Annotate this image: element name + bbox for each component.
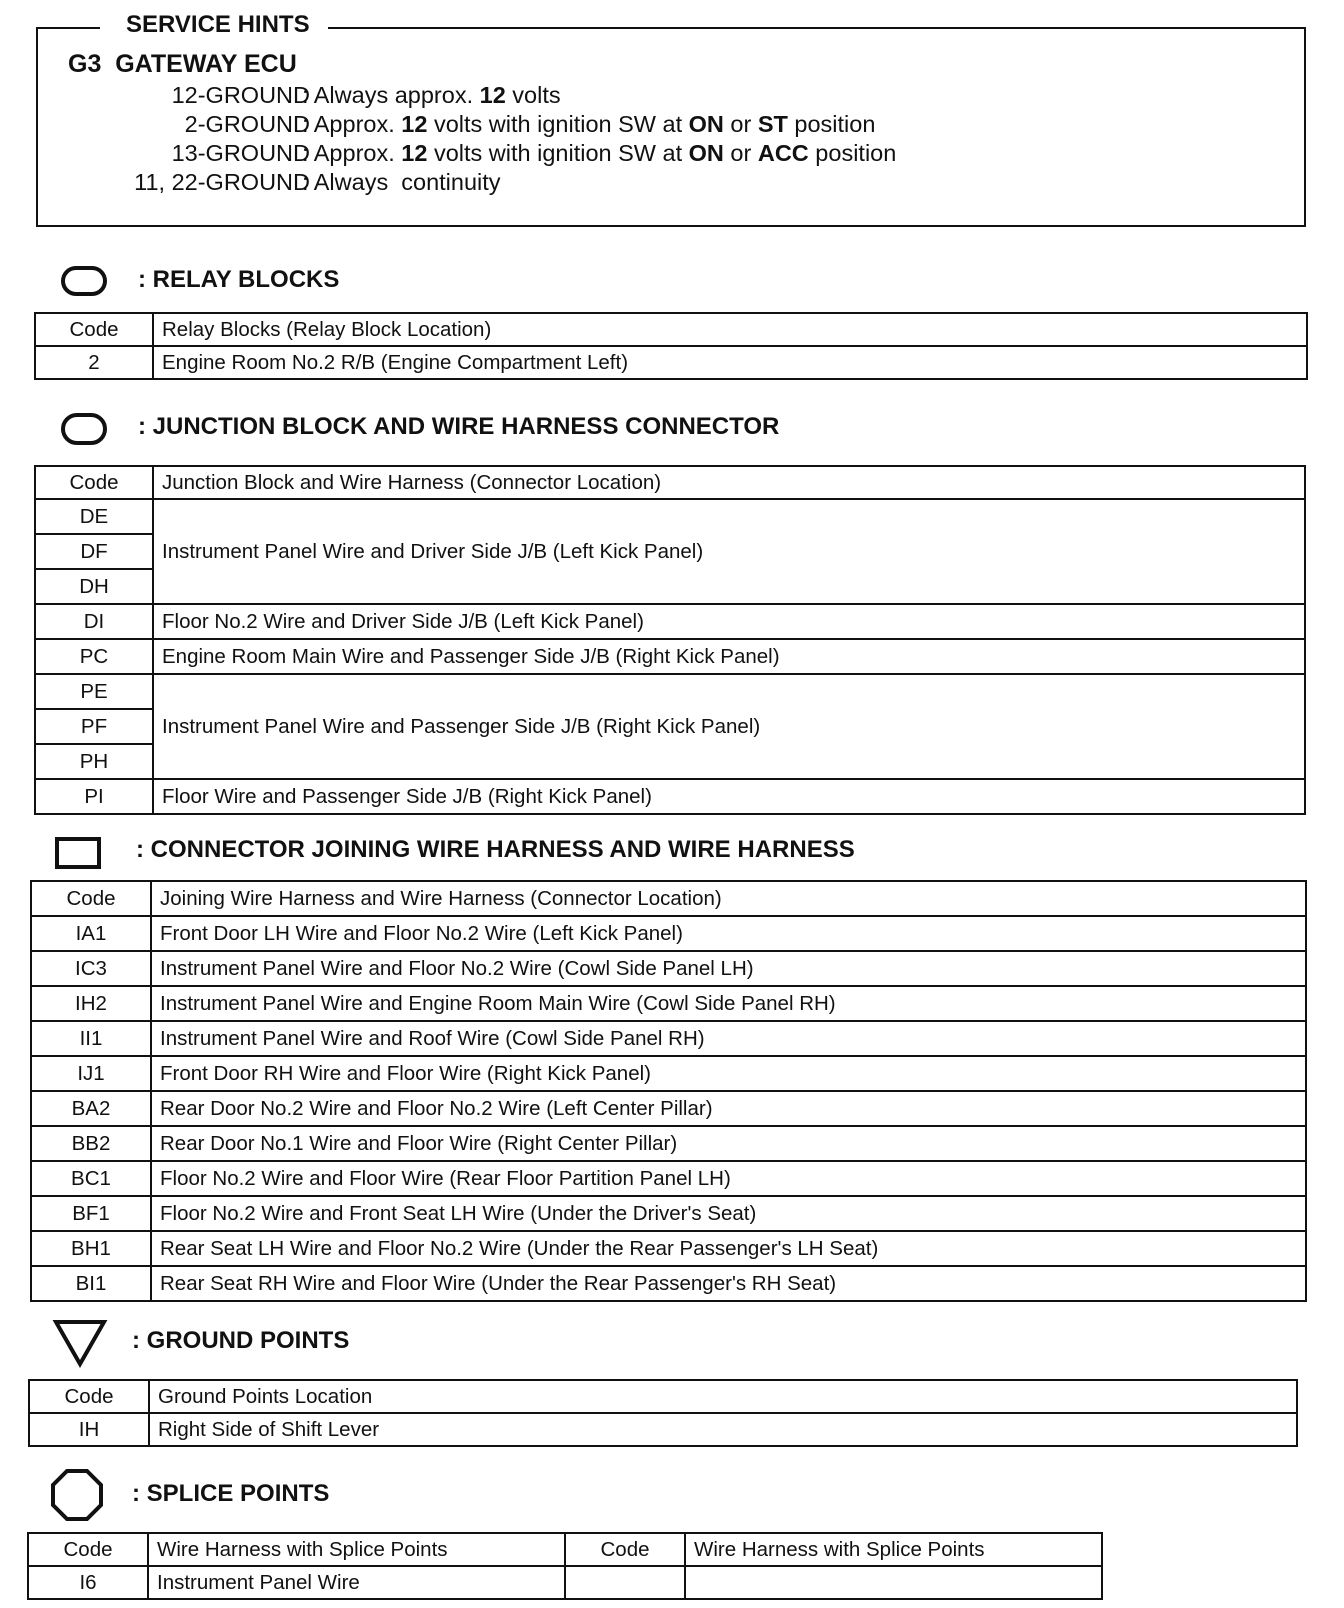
row-desc (685, 1566, 1102, 1599)
table-header-row (29, 1380, 1297, 1413)
service-hint-text: or (723, 111, 758, 137)
table-header-row (35, 313, 1307, 346)
service-hint-text: : Always approx. (302, 82, 480, 108)
row-code: 2 (35, 346, 153, 379)
row-desc: Floor No.2 Wire and Driver Side J/B (Left Kick Panel) (153, 604, 1305, 639)
header-desc: Ground Points Location (149, 1380, 1297, 1413)
table-row (31, 1126, 1306, 1161)
service-hint-text: volts with ignition SW at (427, 140, 689, 166)
row-code: PC (35, 639, 153, 674)
row-code: DH (35, 569, 153, 604)
ground-points-table (28, 1379, 1298, 1447)
table-row (31, 986, 1306, 1021)
row-desc: Instrument Panel Wire (148, 1566, 565, 1599)
header-desc: Joining Wire Harness and Wire Harness (Connector Location) (151, 881, 1306, 916)
row-desc: Right Side of Shift Lever (149, 1413, 1297, 1446)
row-code: IH (29, 1413, 149, 1446)
table-row (31, 1021, 1306, 1056)
row-code: PE (35, 674, 153, 709)
table-header-row (35, 466, 1305, 499)
row-code: IA1 (31, 916, 151, 951)
table-row (35, 639, 1305, 674)
row-desc: Floor Wire and Passenger Side J/B (Right Kick Panel) (153, 779, 1305, 814)
row-desc: Instrument Panel Wire and Floor No.2 Wire (Cowl Side Panel LH) (151, 951, 1306, 986)
service-hint-terminal: 11, 22-GROUND (134, 169, 310, 195)
table-row (31, 1196, 1306, 1231)
row-code: IJ1 (31, 1056, 151, 1091)
connectors-table (30, 880, 1307, 1302)
table-row (35, 604, 1305, 639)
service-hint-text: or (723, 140, 758, 166)
row-desc: Front Door RH Wire and Floor Wire (Right Kick Panel) (151, 1056, 1306, 1091)
row-code: BB2 (31, 1126, 151, 1161)
table-row (28, 1566, 1102, 1599)
table-row (31, 1161, 1306, 1196)
row-code: IC3 (31, 951, 151, 986)
header-desc: Relay Blocks (Relay Block Location) (153, 313, 1307, 346)
relay-block-symbol-icon (60, 265, 108, 297)
service-hints-legend: SERVICE HINTS (100, 11, 328, 39)
service-hints-heading: G3 GATEWAY ECU (68, 50, 297, 78)
table-row (31, 1091, 1306, 1126)
service-hint-line (0, 82, 1344, 112)
row-desc: Floor No.2 Wire and Floor Wire (Rear Floor Partition Panel LH) (151, 1161, 1306, 1196)
table-header-row (31, 881, 1306, 916)
service-hint-line (0, 169, 1344, 199)
service-hint-text: : Approx. (302, 111, 402, 137)
table-row (35, 674, 1305, 709)
row-code: PF (35, 709, 153, 744)
header-code: Code (29, 1380, 149, 1413)
row-desc: Front Door LH Wire and Floor No.2 Wire (Left Kick Panel) (151, 916, 1306, 951)
junction-blocks-title: : JUNCTION BLOCK AND WIRE HARNESS CONNECTOR (138, 413, 780, 440)
row-code: BH1 (31, 1231, 151, 1266)
service-hint-text: position (808, 140, 897, 166)
table-row (31, 1231, 1306, 1266)
row-desc: Instrument Panel Wire and Driver Side J/B (Left Kick Panel) (153, 499, 1305, 604)
row-desc: Rear Seat RH Wire and Floor Wire (Under the Rear Passenger's RH Seat) (151, 1266, 1306, 1301)
row-code: DI (35, 604, 153, 639)
row-desc: Rear Door No.2 Wire and Floor No.2 Wire (Left Center Pillar) (151, 1091, 1306, 1126)
header-code: Code (35, 313, 153, 346)
row-desc: Rear Door No.1 Wire and Floor Wire (Right Center Pillar) (151, 1126, 1306, 1161)
ground-points-title: : GROUND POINTS (132, 1327, 350, 1354)
service-hint-emphasis: ON (688, 111, 724, 137)
table-row (31, 916, 1306, 951)
table-row (35, 346, 1307, 379)
header-code: Code (565, 1533, 685, 1566)
service-hint-text: volts (505, 82, 561, 108)
service-hint-terminal: 13-GROUND (171, 140, 310, 166)
service-hint-text: position (787, 111, 876, 137)
row-code: BA2 (31, 1091, 151, 1126)
row-code: DF (35, 534, 153, 569)
service-hint-text: volts with ignition SW at (427, 111, 689, 137)
service-hint-line (0, 140, 1344, 170)
service-hint-text: : Approx. (302, 140, 402, 166)
junction-blocks-table (34, 465, 1306, 815)
service-hint-terminal: 12-GROUND (171, 82, 310, 108)
service-hint-emphasis: 12 (479, 82, 506, 108)
relay-blocks-table (34, 312, 1308, 380)
connectors-title: : CONNECTOR JOINING WIRE HARNESS AND WIRE HARNESS (136, 836, 855, 863)
row-code: PI (35, 779, 153, 814)
row-desc: Rear Seat LH Wire and Floor No.2 Wire (Under the Rear Passenger's LH Seat) (151, 1231, 1306, 1266)
row-desc: Engine Room No.2 R/B (Engine Compartment Left) (153, 346, 1307, 379)
row-code: PH (35, 744, 153, 779)
service-hint-line (0, 111, 1344, 141)
splice-point-octagon-icon (50, 1468, 104, 1522)
connector-symbol-icon (54, 836, 102, 870)
table-row (31, 1266, 1306, 1301)
row-code: BC1 (31, 1161, 151, 1196)
service-hint-terminal: 2-GROUND (184, 111, 310, 137)
row-code: I6 (28, 1566, 148, 1599)
service-hint-text: : Always continuity (302, 169, 501, 195)
service-hint-condition (302, 140, 896, 167)
row-code (565, 1566, 685, 1599)
header-desc: Wire Harness with Splice Points (685, 1533, 1102, 1566)
service-hint-emphasis: ST (757, 111, 788, 137)
junction-block-symbol-icon (60, 412, 108, 446)
splice-points-table (27, 1532, 1103, 1600)
table-row (29, 1413, 1297, 1446)
row-code: DE (35, 499, 153, 534)
header-code: Code (31, 881, 151, 916)
ground-point-triangle-icon (52, 1318, 108, 1368)
row-desc: Instrument Panel Wire and Roof Wire (Cowl Side Panel RH) (151, 1021, 1306, 1056)
row-code: IH2 (31, 986, 151, 1021)
splice-points-title: : SPLICE POINTS (132, 1480, 330, 1507)
header-code: Code (35, 466, 153, 499)
service-hint-condition (302, 111, 875, 138)
table-row (31, 1056, 1306, 1091)
row-code: BI1 (31, 1266, 151, 1301)
header-desc: Junction Block and Wire Harness (Connector Location) (153, 466, 1305, 499)
service-hint-emphasis: 12 (401, 140, 428, 166)
table-row (35, 779, 1305, 814)
relay-blocks-title: : RELAY BLOCKS (138, 266, 340, 293)
row-desc: Instrument Panel Wire and Passenger Side J/B (Right Kick Panel) (153, 674, 1305, 779)
header-desc: Wire Harness with Splice Points (148, 1533, 565, 1566)
table-header-row (28, 1533, 1102, 1566)
row-code: BF1 (31, 1196, 151, 1231)
service-hint-condition (302, 169, 501, 196)
row-desc: Instrument Panel Wire and Engine Room Main Wire (Cowl Side Panel RH) (151, 986, 1306, 1021)
service-hint-emphasis: ACC (757, 140, 809, 166)
service-hint-condition (302, 82, 561, 109)
row-desc: Engine Room Main Wire and Passenger Side J/B (Right Kick Panel) (153, 639, 1305, 674)
service-hint-emphasis: 12 (401, 111, 428, 137)
row-code: II1 (31, 1021, 151, 1056)
service-hint-emphasis: ON (688, 140, 724, 166)
header-code: Code (28, 1533, 148, 1566)
table-row (35, 499, 1305, 534)
table-row (31, 951, 1306, 986)
row-desc: Floor No.2 Wire and Front Seat LH Wire (Under the Driver's Seat) (151, 1196, 1306, 1231)
